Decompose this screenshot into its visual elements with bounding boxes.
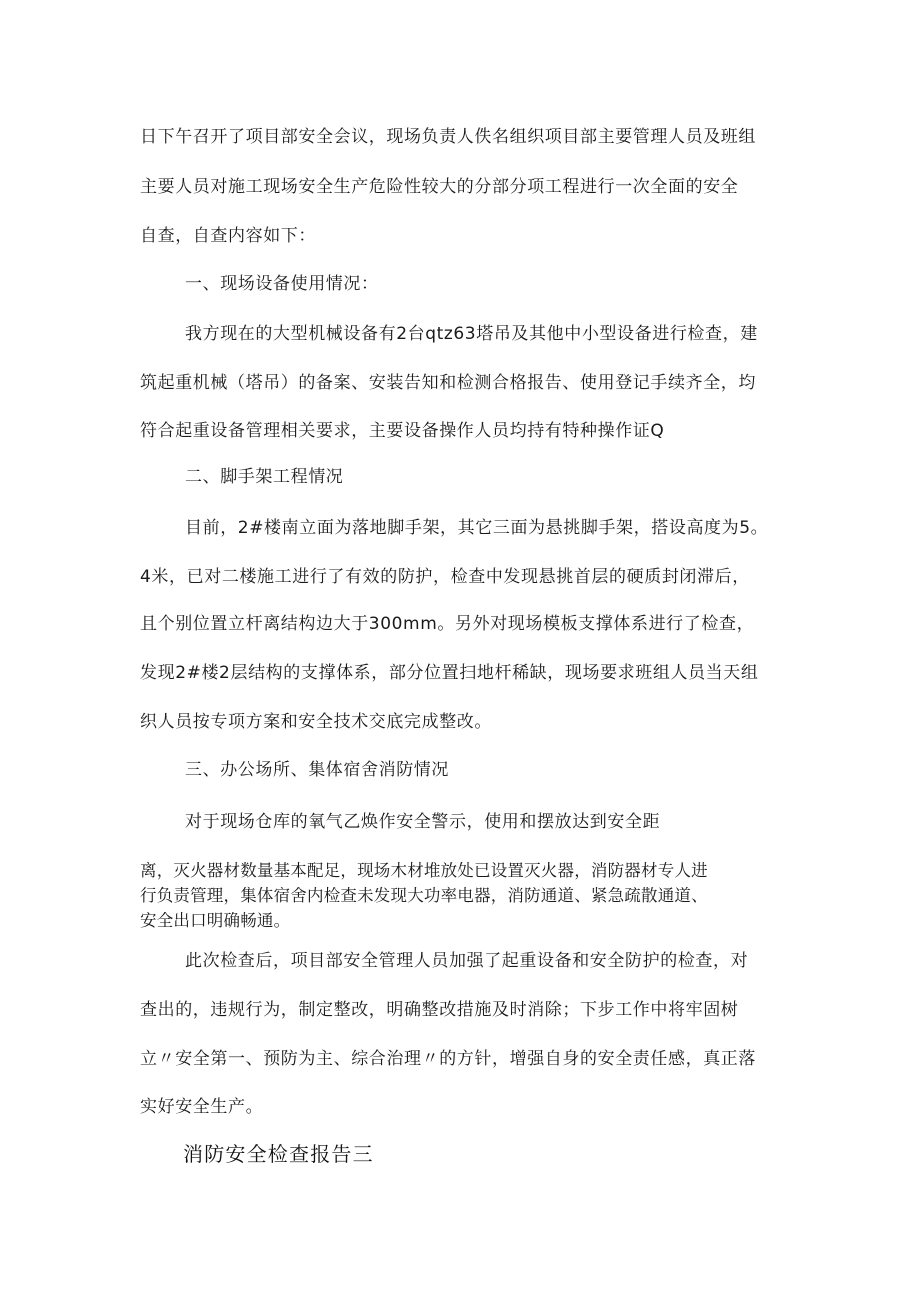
section1-line-3: 符合起重设备管理相关要求，主要设备操作人员均持有特种操作证Q xyxy=(140,421,665,441)
section2-line-3: 且个别位置立杆离结构边大于300mm。另外对现场模板支撑体系进行了检查， xyxy=(140,614,755,634)
intro-line-3: 自查，自查内容如下： xyxy=(140,226,316,246)
section2-line-4: 发现2#楼2层结构的支撑体系，部分位置扫地杆稀缺，现场要求班组人员当天组 xyxy=(140,663,759,683)
conclusion-line-4: 实好安全生产。 xyxy=(140,1097,264,1117)
conclusion-line-2: 查出的，违规行为，制定整改，明确整改措施及时消除；下步工作中将牢固树 xyxy=(140,1000,739,1020)
conclusion-line-3: 立〃安全第一、预防为主、综合治理〃的方针，增强自身的安全责任感，真正落 xyxy=(140,1049,756,1069)
section2-line-1: 目前，2#楼南立面为落地脚手架，其它三面为悬挑脚手架，搭设高度为5。 xyxy=(185,518,769,538)
section2-line-5: 织人员按专项方案和安全技术交底完成整改。 xyxy=(140,712,492,732)
section1-title: 一、现场设备使用情况： xyxy=(185,274,379,294)
section3-title: 三、办公场所、集体宿舍消防情况 xyxy=(185,760,449,780)
conclusion-line-1: 此次检查后，项目部安全管理人员加强了起重设备和安全防护的检查，对 xyxy=(185,951,749,971)
next-report-heading: 消防安全检查报告三 xyxy=(183,1142,374,1166)
section2-line-2: 4米，已对二楼施工进行了有效的防护，检查中发现悬挑首层的硬质封闭滞后， xyxy=(140,567,750,587)
section3-line-4: 安全出口明确畅通。 xyxy=(140,911,291,930)
section3-line-1: 对于现场仓库的氧气乙焕作安全警示，使用和摆放达到安全距 xyxy=(185,812,661,832)
intro-line-1: 日下午召开了项目部安全会议，现场负责人佚名组织项目部主要管理人员及班组 xyxy=(140,127,756,147)
section1-line-1: 我方现在的大型机械设备有2台qtz63塔吊及其他中小型设备进行检查，建 xyxy=(185,324,758,344)
section3-line-2: 离，灭火器材数量基本配足，现场木材堆放处已设置灭火器，消防器材专人进 xyxy=(140,861,708,880)
intro-line-2: 主要人员对施工现场安全生产危险性较大的分部分项工程进行一次全面的安全 xyxy=(140,177,739,197)
section3-line-3: 行负责管理，集体宿舍内检查未发现大功率电器，消防通道、紧急疏散通道、 xyxy=(140,886,708,905)
section1-line-2: 筑起重机械（塔吊）的备案、安装告知和检测合格报告、使用登记手续齐全，均 xyxy=(140,373,756,393)
section2-title: 二、脚手架工程情况 xyxy=(185,467,344,487)
